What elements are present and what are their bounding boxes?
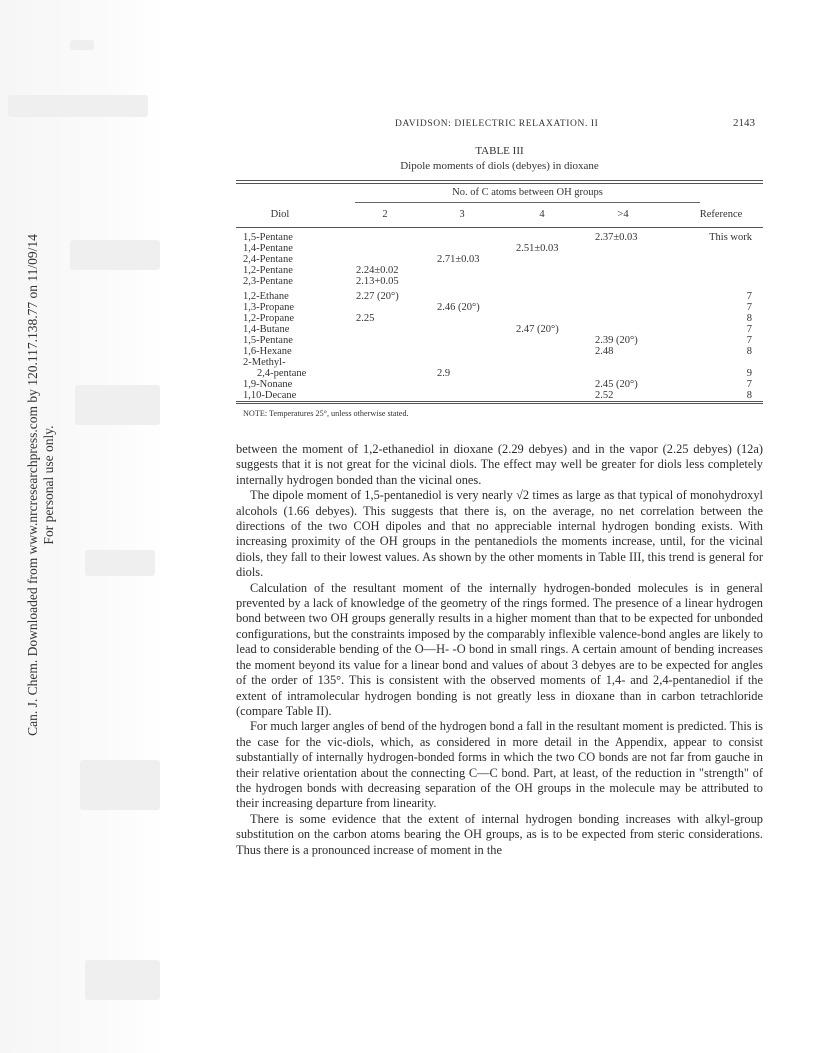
table-cell-reference: 8 [746, 346, 752, 357]
table-cell-reference: 7 [746, 379, 752, 390]
column-header-3: 3 [459, 209, 465, 220]
table-cell-reference: 8 [746, 313, 752, 324]
table-cell-diol: 2-Methyl- [243, 357, 286, 368]
table-cell-moment: 2.9 [437, 368, 451, 379]
scan-smudge [8, 95, 148, 117]
scan-smudge [85, 550, 155, 576]
table-cell-moment: 2.25 [356, 313, 375, 324]
page-number: 2143 [733, 117, 755, 129]
paragraph-4: For much larger angles of bend of the hydrogen bond a fall in the resultant moment is predicted. This is the case for the vic-diols, which, as considered in more detail in the Appendix, appear to consist substantially of internally hydrogen-bonded forms in which the two CO bonds are not far from gauche in their relative orientation about the connecting C—C bond. Part, at least, of the reduction in "strength" of the hydrogen bonds with decreasing separation of the OH groups in the molecule may be attributed to their increasing departure from linearity. [236, 719, 763, 811]
table-cell-diol: 1,2-Propane [243, 313, 295, 324]
table-cell-moment: 2.45 (20°) [595, 379, 638, 390]
download-watermark [20, 234, 62, 736]
scan-smudge [70, 40, 94, 50]
table-cell-diol: 1,4-Pentane [243, 243, 293, 254]
column-header-reference: Reference [699, 209, 743, 220]
table-cell-moment: 2.71±0.03 [437, 254, 480, 265]
table-title: TABLE III [475, 145, 524, 157]
table-cell-diol: 1,5-Pentane [243, 232, 293, 243]
paragraph-5: There is some evidence that the extent of internal hydrogen bonding increases with alkyl-group substitution on the carbon atoms bearing the OH groups, as is to be expected from steric considerations. Thus there is a pronounced increase of moment in the [236, 811, 763, 857]
table-cell-diol: 1,3-Propane [243, 302, 295, 313]
scan-smudge [80, 760, 160, 810]
table-cell-diol: 1,2-Ethane [243, 291, 289, 302]
table-cell-diol: 1,5-Pentane [243, 335, 293, 346]
table-top-rule-double [236, 183, 763, 184]
table-cell-reference: 7 [746, 335, 752, 346]
paragraph-1: between the moment of 1,2-ethanediol in dioxane (2.29 debyes) and in the vapor (2.25 debyes) (12a) suggests that it is not great for the vicinal diols. The effect may well be greater for diols less completely internally hydrogen bonded than the vicinal ones. [236, 442, 763, 487]
table-cell-diol: 2,4-Pentane [243, 254, 293, 265]
column-spanner: No. of C atoms between OH groups [452, 187, 603, 198]
scan-smudge [70, 240, 160, 270]
table-cell-reference: 9 [746, 368, 752, 379]
watermark-line-1: Can. J. Chem. Downloaded from www.nrcresearchpress.com by 120.117.138.77 on 11/09/14 [25, 234, 40, 736]
table-cell-diol: 1,6-Hexane [243, 346, 292, 357]
table-caption: Dipole moments of diols (debyes) in dioxane [400, 160, 599, 172]
table-cell-moment: 2.37±0.03 [595, 232, 638, 243]
table-cell-diol: 2,4-pentane [257, 368, 307, 379]
table-cell-moment: 2.47 (20°) [516, 324, 559, 335]
body-text [236, 442, 763, 858]
table-cell-reference: 7 [746, 302, 752, 313]
running-head: DAVIDSON: DIELECTRIC RELAXATION. II [395, 119, 599, 129]
table-cell-diol: 1,10-Decane [243, 390, 297, 401]
header-rule [236, 227, 763, 228]
paragraph-3: Calculation of the resultant moment of the internally hydrogen-bonded molecules is in general prevented by a lack of knowledge of the geometry of the rings formed. The presence of a linear hydrogen bond between two OH groups generally results in a higher moment than that to be expected for unbonded configurations, but the constraints imposed by the comparably inflexible valence-bond angles are likely to lead to considerable bending of the O—H- -O bond in small rings. A certain amount of bending increases the moment beyond its value for a linear bond and values of about 3 debyes are to be expected for angles of the order of 135°. This is consistent with the observed moments of 1,4- and 2,4-pentanediol if the extent of intramolecular hydrogen bonding is not greatly less in dioxane than in carbon tetrachloride (compare Table II). [236, 580, 763, 718]
table-cell-diol: 1,2-Pentane [243, 265, 293, 276]
table-cell-diol: 1,4-Butane [243, 324, 290, 335]
column-header-diol: Diol [270, 209, 290, 220]
table-cell-moment: 2.51±0.03 [516, 243, 559, 254]
scan-smudge [85, 960, 160, 1000]
table-note-text: Temperatures 25°, unless otherwise stated. [267, 409, 409, 418]
table-cell-reference: 7 [746, 291, 752, 302]
scan-smudge [75, 385, 160, 425]
spanner-rule [355, 202, 700, 203]
table-cell-moment: 2.48 [595, 346, 614, 357]
table-cell-diol: 2,3-Pentane [243, 276, 293, 287]
table-cell-moment: 2.39 (20°) [595, 335, 638, 346]
table-cell-reference: 8 [746, 390, 752, 401]
table-cell-moment: 2.52 [595, 390, 614, 401]
watermark-line-2: For personal use only. [41, 425, 56, 545]
column-header-2: 2 [382, 209, 388, 220]
table-cell-diol: 1,9-Nonane [243, 379, 293, 390]
table-cell-moment: 2.24±0.02 [356, 265, 399, 276]
table-cell-moment: 2.46 (20°) [437, 302, 480, 313]
table-bottom-rule-double [236, 403, 763, 404]
table-bottom-rule [236, 401, 763, 402]
column-header-4: 4 [539, 209, 545, 220]
table-note [243, 409, 409, 418]
paragraph-2: The dipole moment of 1,5-pentanediol is very nearly √2 times as large as that typical of monohydroxyl alcohols (1.66 debyes). This suggests that there is, on the average, no net correlation between the directions of the two COH dipoles and that no appreciable internal hydrogen bonding exists. With increasing proximity of the OH groups in the pentanediols the moments increase, until, for the vicinal diols, they fall to their lowest values. As shown by the other moments in Table III, this trend is general for diols. [236, 488, 763, 580]
table-cell-moment: 2.27 (20°) [356, 291, 399, 302]
table-cell-moment: 2.13+0.05 [356, 276, 399, 287]
table-top-rule [236, 180, 763, 181]
table-cell-reference: 7 [746, 324, 752, 335]
table-cell-reference: This work [709, 232, 752, 243]
table-note-label: NOTE: [243, 409, 268, 418]
column-header-gt4: >4 [617, 209, 629, 220]
